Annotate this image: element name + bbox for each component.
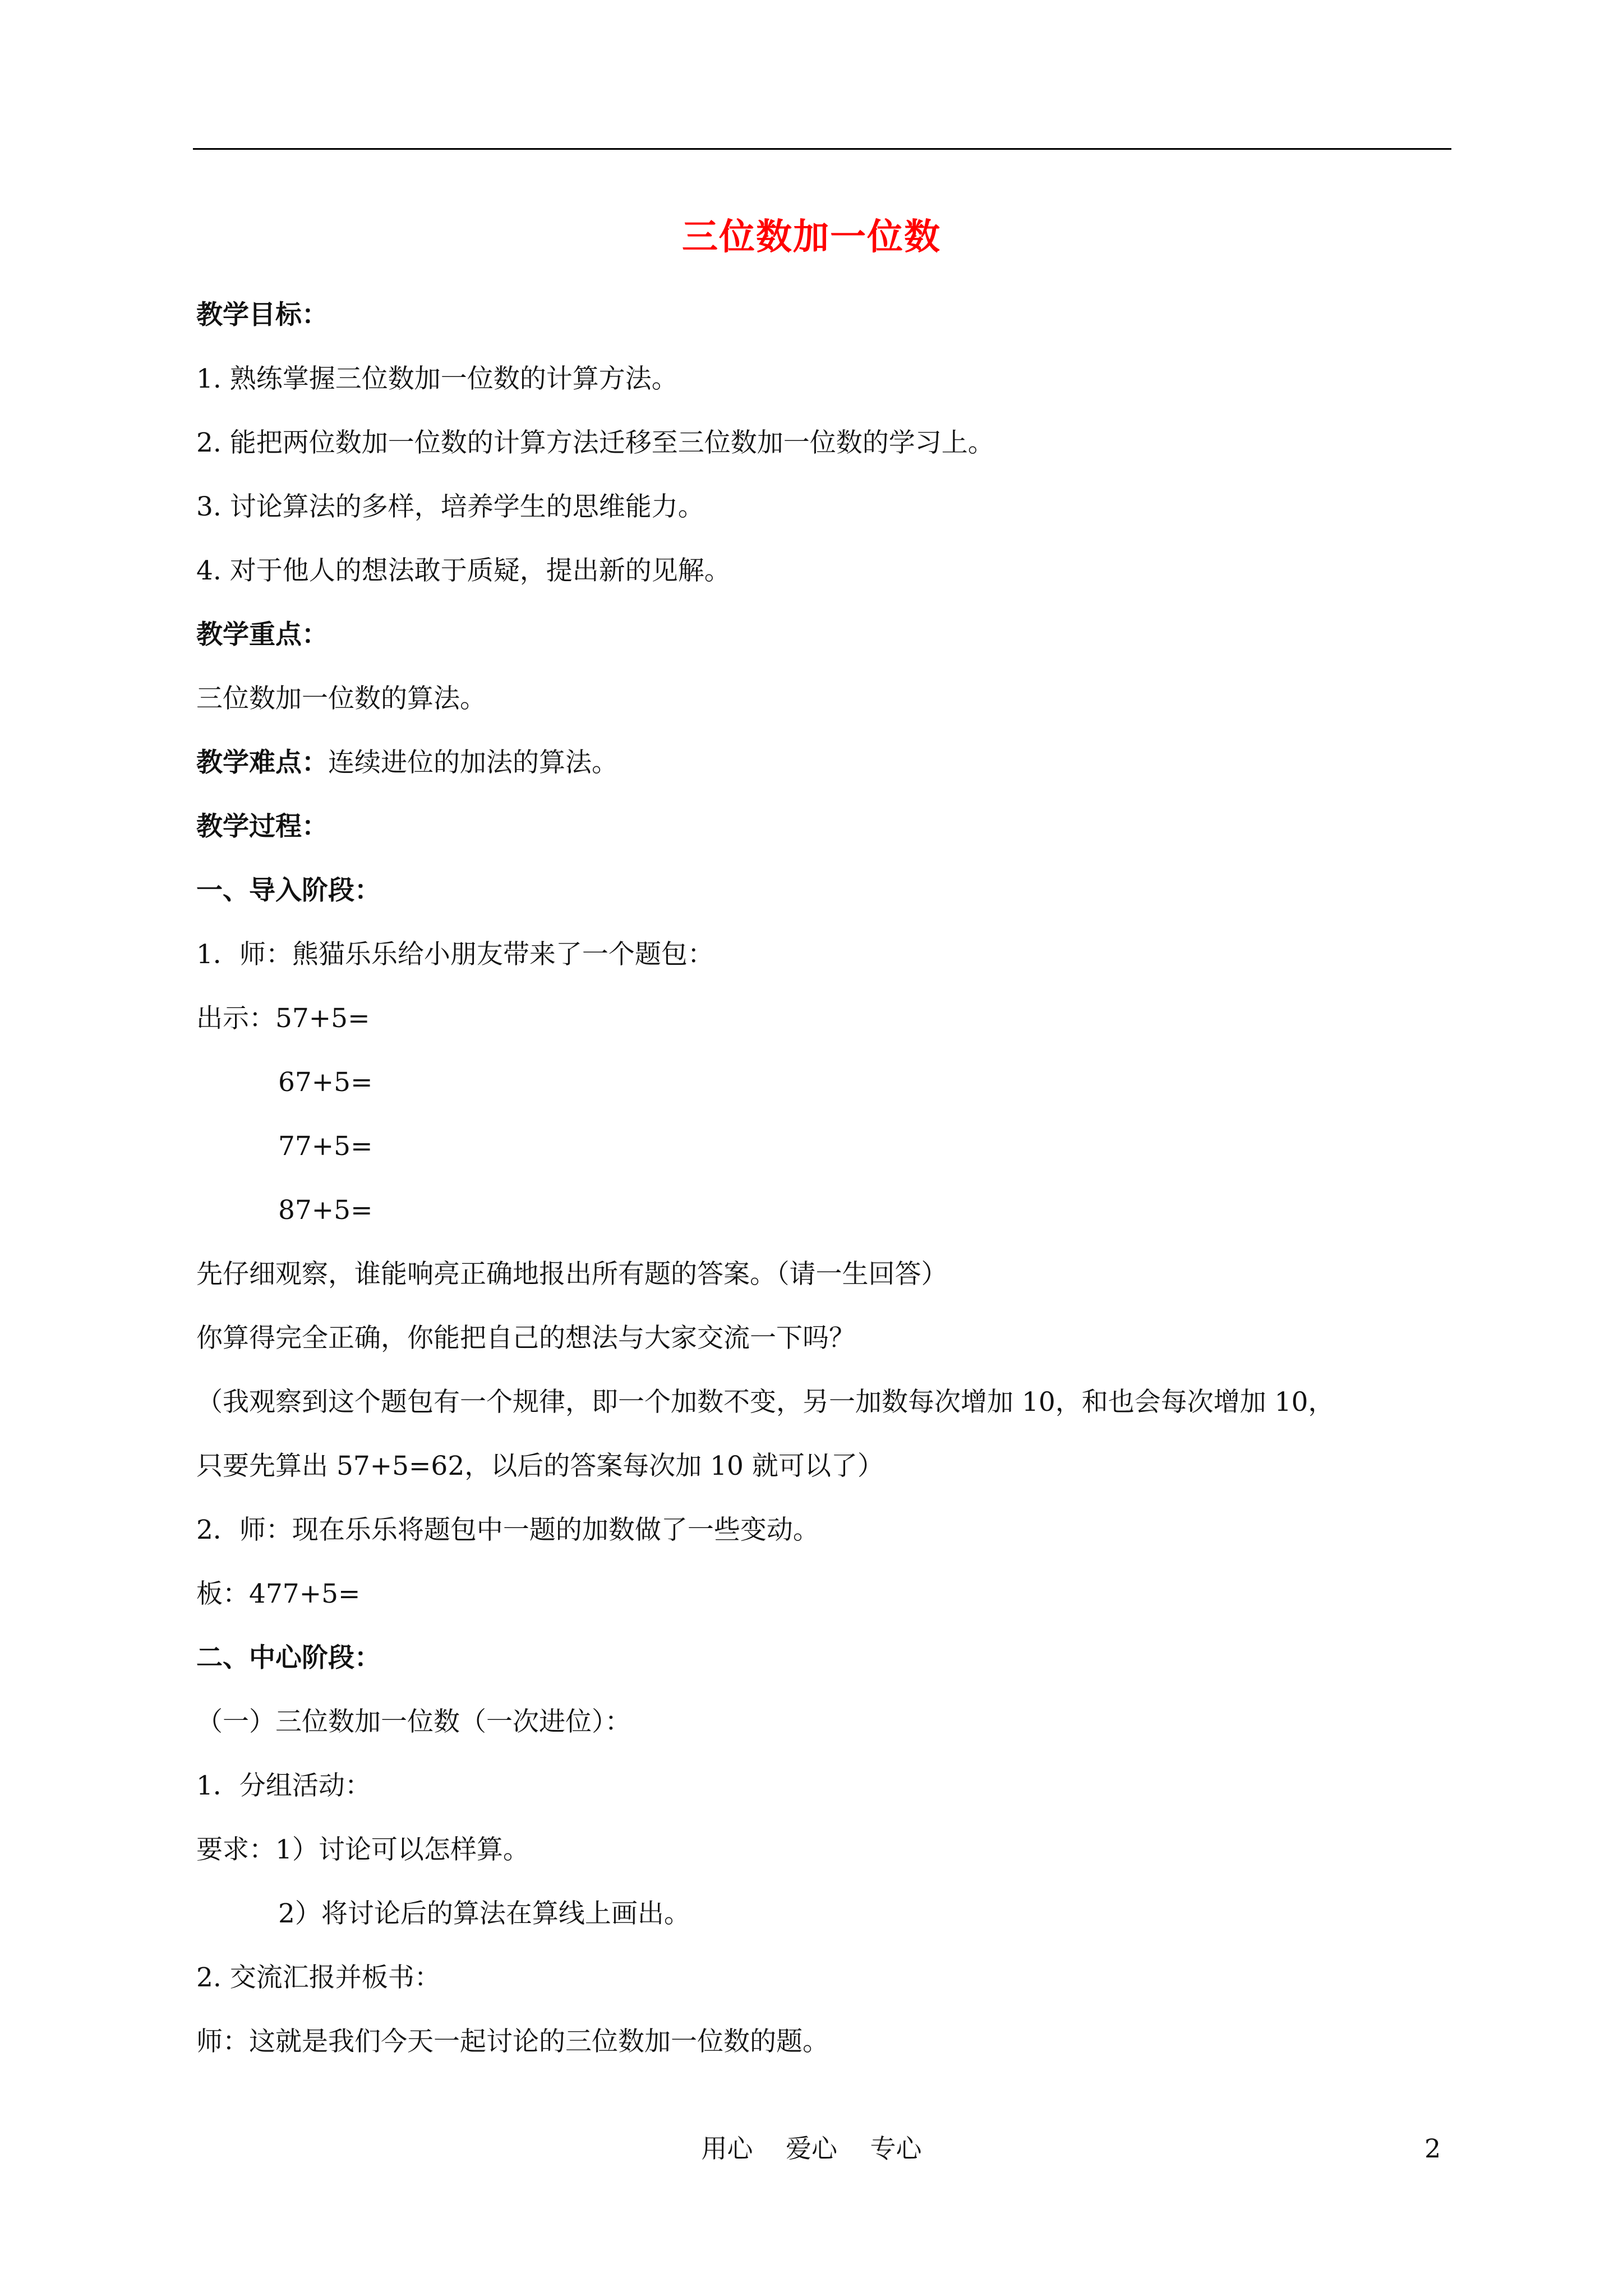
heading-central-stage: 二、中心阶段： — [196, 1642, 381, 1673]
share-prompt: 你算得完全正确，你能把自己的想法与大家交流一下吗？ — [196, 1323, 855, 1354]
board-exercise: 板：477+5= — [196, 1579, 361, 1609]
report-and-board: 2. 交流汇报并板书： — [196, 1962, 441, 1993]
objective-4: 4. 对于他人的想法敢于质疑，提出新的见解。 — [196, 555, 731, 586]
difficult-point-text: 连续进位的加法的算法。 — [328, 747, 618, 778]
teacher-summary: 师：这就是我们今天一起讨论的三位数加一位数的题。 — [196, 2026, 829, 2057]
header-rule — [193, 148, 1451, 150]
exercise-87: 87+5= — [278, 1195, 373, 1226]
key-point-text: 三位数加一位数的算法。 — [196, 683, 486, 714]
heading-teaching-process: 教学过程： — [196, 811, 328, 842]
exercise-67: 67+5= — [278, 1067, 373, 1098]
intro-step-2: 2．师：现在乐乐将题包中一题的加数做了一些变动。 — [196, 1515, 819, 1545]
exercise-show: 出示：57+5= — [196, 1003, 370, 1034]
requirement-2: 2）将讨论后的算法在算线上画出。 — [278, 1898, 690, 1929]
exercise-77: 77+5= — [278, 1131, 373, 1162]
student-answer-line-1: （我观察到这个题包有一个规律，即一个加数不变，另一加数每次增加 10，和也会每次增加 10， — [196, 1387, 1335, 1418]
heading-introduction-stage: 一、导入阶段： — [196, 875, 381, 906]
group-activity: 1．分组活动： — [196, 1770, 371, 1801]
intro-step-1: 1．师：熊猫乐乐给小朋友带来了一个题包： — [196, 939, 714, 970]
observe-prompt: 先仔细观察，谁能响亮正确地报出所有题的答案。（请一生回答） — [196, 1259, 948, 1290]
difficult-point-line — [196, 745, 1447, 781]
difficult-point-label: 教学难点： — [196, 747, 328, 778]
subheading-carry-once: （一）三位数加一位数（一次进位）： — [196, 1706, 631, 1737]
objective-1: 1. 熟练掌握三位数加一位数的计算方法。 — [196, 364, 678, 394]
student-answer-line-2: 只要先算出 57+5=62，以后的答案每次加 10 就可以了） — [196, 1451, 884, 1481]
requirement-1: 要求：1）讨论可以怎样算。 — [196, 1834, 529, 1865]
heading-teaching-objectives: 教学目标： — [196, 300, 328, 330]
heading-key-points: 教学重点： — [196, 619, 328, 650]
objective-2: 2. 能把两位数加一位数的计算方法迁移至三位数加一位数的学习上。 — [196, 427, 994, 458]
footer-motto: 用心 爱心 专心 — [701, 2133, 922, 2164]
page-title: 三位数加一位数 — [682, 216, 941, 258]
page-number: 2 — [1424, 2133, 1441, 2164]
objective-3: 3. 讨论算法的多样，培养学生的思维能力。 — [196, 491, 704, 522]
